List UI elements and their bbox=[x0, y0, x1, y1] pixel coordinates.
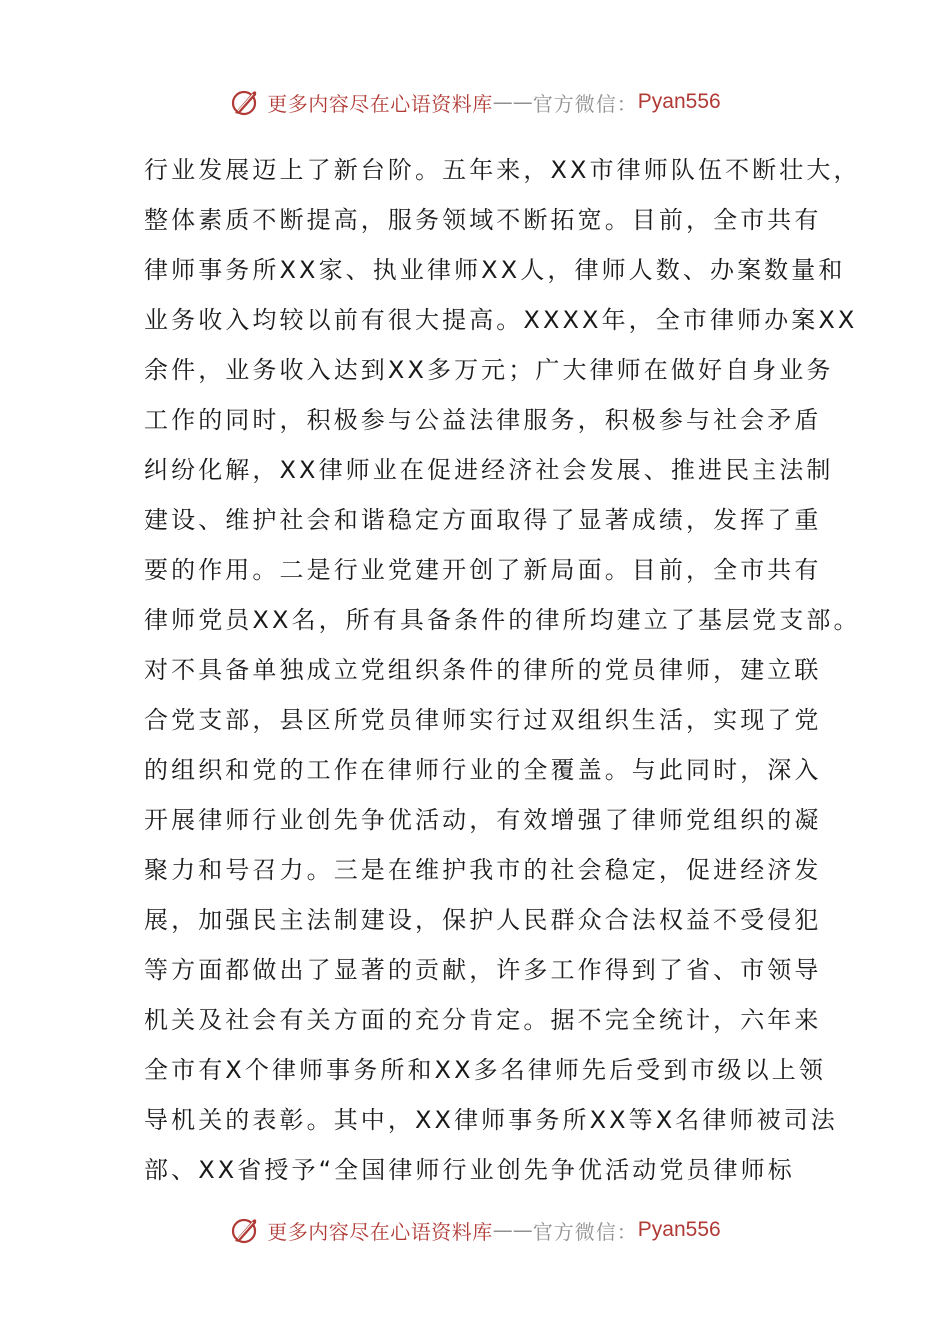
footer-brand-text: 更多内容尽在心语资料库 bbox=[267, 1219, 493, 1244]
footer-wechat-label: 官方微信： bbox=[532, 1219, 638, 1244]
text-line-6: 工作的同时，积极参与公益法律服务，积极参与社会矛盾 bbox=[144, 406, 822, 434]
text-line-5: 余件，业务收入达到XX多万元；广大律师在做好自身业务 bbox=[144, 356, 834, 384]
text-line-3: 律师事务所XX家、执业律师XX人，律师人数、办案数量和 bbox=[144, 256, 846, 284]
text-line-17: 等方面都做出了显著的贡献，许多工作得到了省、市领导 bbox=[144, 956, 822, 984]
text-line-21: 部、XX省授予“全国律师行业创先争优活动党员律师标 bbox=[144, 1156, 795, 1184]
text-line-1: 行业发展迈上了新台阶。五年来，XX市律师队伍不断壮大， bbox=[144, 156, 861, 184]
text-line-18: 机关及社会有关方面的充分肯定。据不完全统计，六年来 bbox=[144, 1006, 822, 1034]
header-wechat-id: Pyan556 bbox=[637, 90, 721, 113]
document-body bbox=[144, 145, 861, 1195]
header-banner bbox=[0, 82, 950, 122]
text-line-14: 开展律师行业创先争优活动，有效增强了律师党组织的凝 bbox=[144, 806, 822, 834]
footer-banner bbox=[0, 1210, 950, 1250]
text-line-19: 全市有X个律师事务所和XX多名律师先后受到市级以上领 bbox=[144, 1056, 826, 1084]
text-line-13: 的组织和党的工作在律师行业的全覆盖。与此同时，深入 bbox=[144, 756, 822, 784]
header-wechat-label: 官方微信： bbox=[532, 91, 638, 116]
footer-wechat-id: Pyan556 bbox=[637, 1218, 721, 1241]
text-line-8: 建设、维护社会和谐稳定方面取得了显著成绩，发挥了重 bbox=[144, 506, 822, 534]
text-line-15: 聚力和号召力。三是在维护我市的社会稳定，促进经济发 bbox=[144, 856, 822, 884]
header-brand-text: 更多内容尽在心语资料库 bbox=[267, 91, 493, 116]
text-line-20: 导机关的表彰。其中，XX律师事务所XX等X名律师被司法 bbox=[144, 1106, 838, 1134]
text-line-9: 要的作用。二是行业党建开创了新局面。目前，全市共有 bbox=[144, 556, 822, 584]
text-line-12: 合党支部，县区所党员律师实行过双组织生活，实现了党 bbox=[144, 706, 822, 734]
quill-pen-logo-icon bbox=[229, 86, 261, 118]
quill-pen-logo-icon bbox=[229, 1214, 261, 1246]
footer-dash: —— bbox=[492, 1218, 533, 1242]
text-line-7: 纠纷化解，XX律师业在促进经济社会发展、推进民主法制 bbox=[144, 456, 834, 484]
header-dash: —— bbox=[492, 90, 533, 114]
text-line-16: 展，加强民主法制建设，保护人民群众合法权益不受侵犯 bbox=[144, 906, 822, 934]
text-line-10: 律师党员XX名，所有具备条件的律所均建立了基层党支部。 bbox=[144, 606, 861, 634]
text-line-2: 整体素质不断提高，服务领域不断拓宽。目前，全市共有 bbox=[144, 206, 822, 234]
text-line-11: 对不具备单独成立党组织条件的律所的党员律师，建立联 bbox=[144, 656, 822, 684]
text-line-4: 业务收入均较以前有很大提高。XXXX年，全市律师办案XX bbox=[144, 306, 858, 334]
